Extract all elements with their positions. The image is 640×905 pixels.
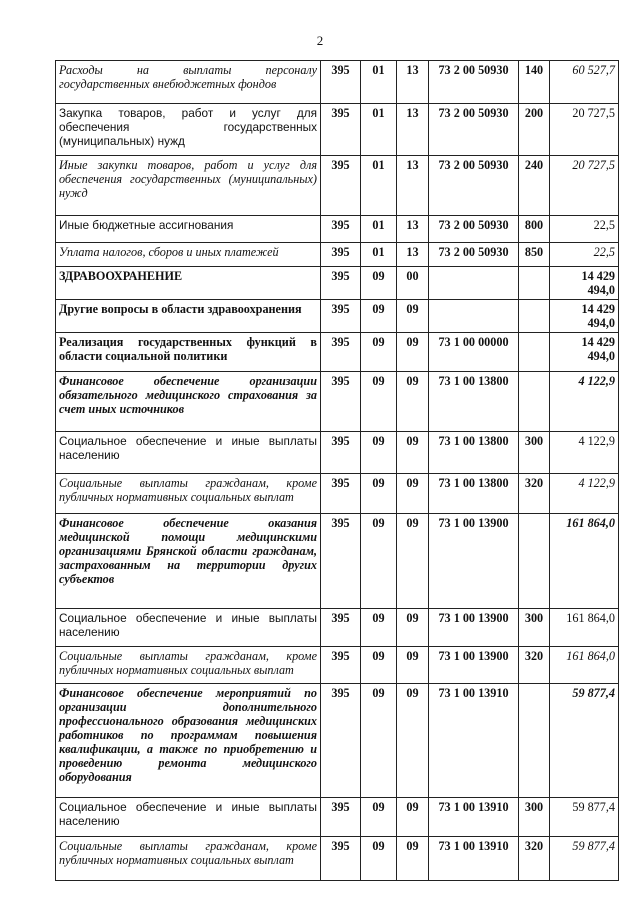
row-name-cell: Социальное обеспечение и иные выплаты населению xyxy=(56,432,321,474)
row-section-code-cell: 09 xyxy=(361,372,397,432)
row-expense-type-cell xyxy=(519,372,550,432)
row-amount-cell: 20 727,5 xyxy=(550,156,619,216)
row-name-cell: Социальные выплаты гражданам, кроме публичных нормативных социальных выплат xyxy=(56,647,321,684)
row-target-article-cell: 73 2 00 50930 xyxy=(429,216,519,243)
table-row xyxy=(56,300,619,333)
row-name-cell: Социальное обеспечение и иные выплаты населению xyxy=(56,798,321,837)
row-name-cell: Другие вопросы в области здравоохранения xyxy=(56,300,321,333)
row-section-code-cell: 01 xyxy=(361,61,397,104)
row-target-article-cell: 73 1 00 13800 xyxy=(429,372,519,432)
table-row xyxy=(56,243,619,267)
row-name-cell: Уплата налогов, сборов и иных платежей xyxy=(56,243,321,267)
table-row xyxy=(56,372,619,432)
row-expense-type-cell: 320 xyxy=(519,474,550,514)
row-name-cell: Иные закупки товаров, работ и услуг для обеспечения государственных (муниципальных) нужд xyxy=(56,156,321,216)
table-row xyxy=(56,474,619,514)
row-grbs-code-cell: 395 xyxy=(321,609,361,647)
row-name-cell: Социальные выплаты гражданам, кроме публичных нормативных социальных выплат xyxy=(56,474,321,514)
row-subsection-code-cell: 13 xyxy=(397,216,429,243)
row-grbs-code-cell: 395 xyxy=(321,61,361,104)
row-amount-cell: 14 429 494,0 xyxy=(550,300,619,333)
row-expense-type-cell: 800 xyxy=(519,216,550,243)
table-row xyxy=(56,333,619,372)
row-amount-cell: 14 429 494,0 xyxy=(550,267,619,300)
row-expense-type-cell: 320 xyxy=(519,837,550,881)
row-target-article-cell: 73 2 00 50930 xyxy=(429,104,519,156)
row-target-article-cell: 73 1 00 13900 xyxy=(429,514,519,609)
row-subsection-code-cell: 09 xyxy=(397,372,429,432)
row-subsection-code-cell: 13 xyxy=(397,104,429,156)
row-subsection-code-cell: 09 xyxy=(397,474,429,514)
row-subsection-code-cell: 09 xyxy=(397,514,429,609)
budget-table xyxy=(55,60,619,881)
table-row xyxy=(56,156,619,216)
row-target-article-cell: 73 1 00 13900 xyxy=(429,647,519,684)
row-grbs-code-cell: 395 xyxy=(321,156,361,216)
row-grbs-code-cell: 395 xyxy=(321,684,361,798)
row-amount-cell: 161 864,0 xyxy=(550,609,619,647)
table-row xyxy=(56,104,619,156)
row-grbs-code-cell: 395 xyxy=(321,216,361,243)
table-row xyxy=(56,798,619,837)
row-grbs-code-cell: 395 xyxy=(321,474,361,514)
row-amount-cell: 161 864,0 xyxy=(550,514,619,609)
row-amount-cell: 4 122,9 xyxy=(550,372,619,432)
row-amount-cell: 22,5 xyxy=(550,243,619,267)
row-section-code-cell: 09 xyxy=(361,798,397,837)
row-section-code-cell: 09 xyxy=(361,333,397,372)
row-subsection-code-cell: 13 xyxy=(397,61,429,104)
table-row xyxy=(56,647,619,684)
row-expense-type-cell: 240 xyxy=(519,156,550,216)
row-expense-type-cell xyxy=(519,684,550,798)
row-name-cell: Финансовое обеспечение организации обязательного медицинского страхования за счет иных источников xyxy=(56,372,321,432)
row-subsection-code-cell: 00 xyxy=(397,267,429,300)
budget-table-body xyxy=(56,61,619,881)
row-subsection-code-cell: 09 xyxy=(397,333,429,372)
row-section-code-cell: 09 xyxy=(361,474,397,514)
row-grbs-code-cell: 395 xyxy=(321,243,361,267)
row-section-code-cell: 09 xyxy=(361,432,397,474)
row-amount-cell: 4 122,9 xyxy=(550,432,619,474)
row-expense-type-cell: 300 xyxy=(519,609,550,647)
row-target-article-cell: 73 1 00 13900 xyxy=(429,609,519,647)
row-amount-cell: 4 122,9 xyxy=(550,474,619,514)
row-subsection-code-cell: 09 xyxy=(397,609,429,647)
row-grbs-code-cell: 395 xyxy=(321,267,361,300)
row-grbs-code-cell: 395 xyxy=(321,300,361,333)
row-expense-type-cell: 200 xyxy=(519,104,550,156)
row-amount-cell: 14 429 494,0 xyxy=(550,333,619,372)
row-grbs-code-cell: 395 xyxy=(321,798,361,837)
row-expense-type-cell xyxy=(519,514,550,609)
row-target-article-cell: 73 1 00 13800 xyxy=(429,474,519,514)
row-subsection-code-cell: 09 xyxy=(397,837,429,881)
row-grbs-code-cell: 395 xyxy=(321,333,361,372)
row-section-code-cell: 09 xyxy=(361,837,397,881)
row-grbs-code-cell: 395 xyxy=(321,372,361,432)
row-target-article-cell xyxy=(429,267,519,300)
row-section-code-cell: 09 xyxy=(361,514,397,609)
row-target-article-cell: 73 1 00 13910 xyxy=(429,798,519,837)
table-row xyxy=(56,684,619,798)
row-subsection-code-cell: 13 xyxy=(397,243,429,267)
row-subsection-code-cell: 09 xyxy=(397,300,429,333)
row-amount-cell: 59 877,4 xyxy=(550,684,619,798)
row-section-code-cell: 09 xyxy=(361,684,397,798)
row-target-article-cell: 73 1 00 00000 xyxy=(429,333,519,372)
row-expense-type-cell: 140 xyxy=(519,61,550,104)
row-section-code-cell: 01 xyxy=(361,216,397,243)
row-target-article-cell: 73 2 00 50930 xyxy=(429,156,519,216)
page-number: 2 xyxy=(316,33,324,48)
row-section-code-cell: 01 xyxy=(361,156,397,216)
row-amount-cell: 60 527,7 xyxy=(550,61,619,104)
row-expense-type-cell: 320 xyxy=(519,647,550,684)
row-grbs-code-cell: 395 xyxy=(321,432,361,474)
table-row xyxy=(56,837,619,881)
row-name-cell: Закупка товаров, работ и услуг для обеспечения государственных (муниципальных) нужд xyxy=(56,104,321,156)
row-target-article-cell xyxy=(429,300,519,333)
row-amount-cell: 20 727,5 xyxy=(550,104,619,156)
row-expense-type-cell xyxy=(519,333,550,372)
row-name-cell: Расходы на выплаты персоналу государственных внебюджетных фондов xyxy=(56,61,321,104)
row-expense-type-cell xyxy=(519,300,550,333)
row-expense-type-cell: 300 xyxy=(519,798,550,837)
row-amount-cell: 59 877,4 xyxy=(550,837,619,881)
row-target-article-cell: 73 1 00 13910 xyxy=(429,837,519,881)
row-subsection-code-cell: 13 xyxy=(397,156,429,216)
row-target-article-cell: 73 1 00 13910 xyxy=(429,684,519,798)
row-target-article-cell: 73 1 00 13800 xyxy=(429,432,519,474)
row-target-article-cell: 73 2 00 50930 xyxy=(429,243,519,267)
row-name-cell: Социальные выплаты гражданам, кроме публичных нормативных социальных выплат xyxy=(56,837,321,881)
row-section-code-cell: 09 xyxy=(361,267,397,300)
row-name-cell: Социальное обеспечение и иные выплаты населению xyxy=(56,609,321,647)
row-name-cell: ЗДРАВООХРАНЕНИЕ xyxy=(56,267,321,300)
table-row xyxy=(56,267,619,300)
row-name-cell: Финансовое обеспечение оказания медицинской помощи медицинскими организациями Брянской области гражданам, застрахованным на территории других субъектов xyxy=(56,514,321,609)
row-grbs-code-cell: 395 xyxy=(321,514,361,609)
row-expense-type-cell: 850 xyxy=(519,243,550,267)
row-name-cell: Финансовое обеспечение мероприятий по организации дополнительного профессионального образования медицинских работников по программам повышения квалификации, а также по приобретению и проведению ремонта медицинского оборудования xyxy=(56,684,321,798)
table-row xyxy=(56,609,619,647)
row-name-cell: Реализация государственных функций в области социальной политики xyxy=(56,333,321,372)
row-name-cell: Иные бюджетные ассигнования xyxy=(56,216,321,243)
row-amount-cell: 59 877,4 xyxy=(550,798,619,837)
row-subsection-code-cell: 09 xyxy=(397,684,429,798)
table-row xyxy=(56,216,619,243)
table-row xyxy=(56,432,619,474)
row-section-code-cell: 01 xyxy=(361,104,397,156)
row-section-code-cell: 09 xyxy=(361,300,397,333)
row-grbs-code-cell: 395 xyxy=(321,104,361,156)
row-section-code-cell: 09 xyxy=(361,609,397,647)
row-expense-type-cell xyxy=(519,267,550,300)
row-amount-cell: 22,5 xyxy=(550,216,619,243)
row-grbs-code-cell: 395 xyxy=(321,837,361,881)
row-section-code-cell: 01 xyxy=(361,243,397,267)
row-section-code-cell: 09 xyxy=(361,647,397,684)
row-subsection-code-cell: 09 xyxy=(397,432,429,474)
row-subsection-code-cell: 09 xyxy=(397,647,429,684)
row-amount-cell: 161 864,0 xyxy=(550,647,619,684)
row-grbs-code-cell: 395 xyxy=(321,647,361,684)
row-expense-type-cell: 300 xyxy=(519,432,550,474)
row-subsection-code-cell: 09 xyxy=(397,798,429,837)
table-row xyxy=(56,514,619,609)
row-target-article-cell: 73 2 00 50930 xyxy=(429,61,519,104)
table-row xyxy=(56,61,619,104)
